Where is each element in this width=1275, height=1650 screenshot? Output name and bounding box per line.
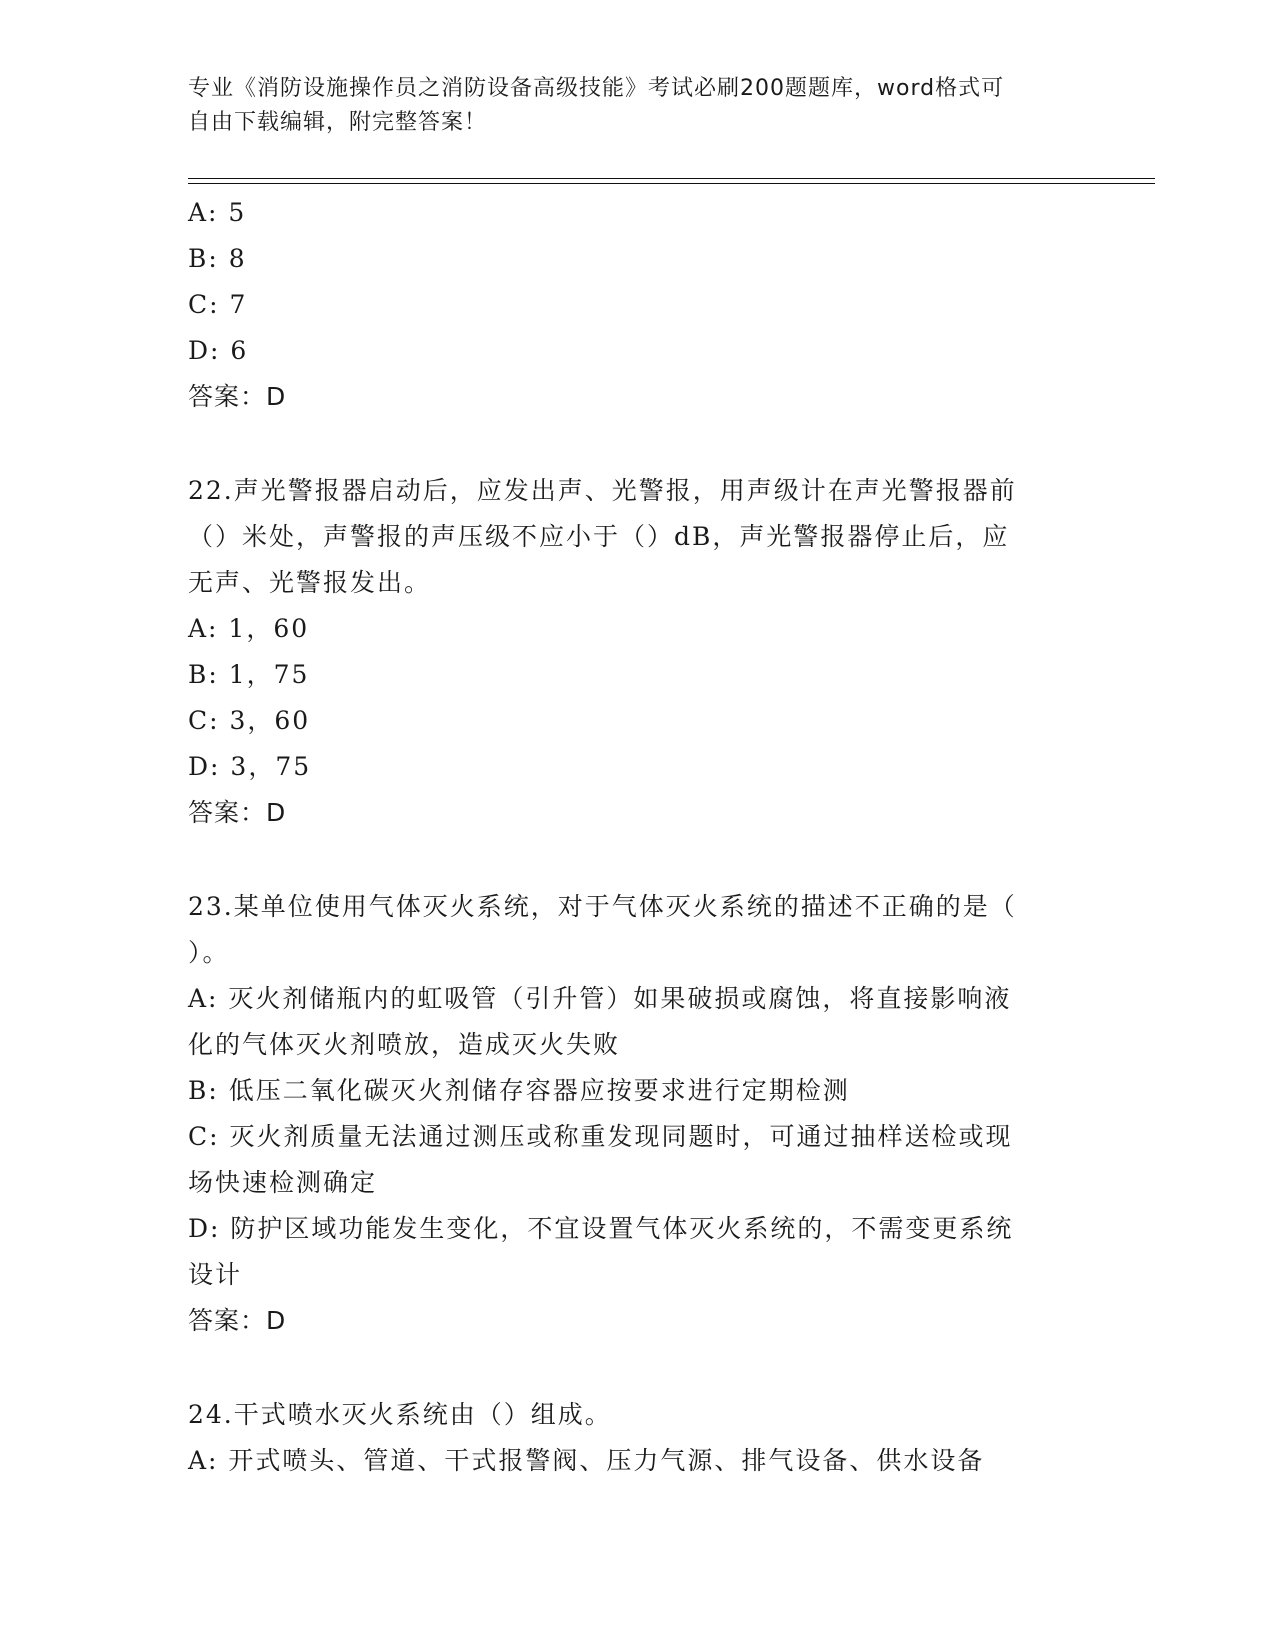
option-a: A: 1，60 xyxy=(188,614,310,643)
question-stem-line: （）米处，声警报的声压级不应小于（）dB，声光警报器停止后，应 xyxy=(188,522,1010,551)
option-a: A: 开式喷头、管道、干式报警阀、压力气源、排气设备、供水设备 xyxy=(188,1446,985,1475)
question-24 xyxy=(188,1392,1088,1484)
question-stem-line: ）。 xyxy=(188,938,230,967)
option-a: A: 5 xyxy=(188,198,247,227)
option-c: C: 7 xyxy=(188,290,248,319)
option-d: D: 3，75 xyxy=(188,752,312,781)
option-c: C: 3，60 xyxy=(188,706,311,735)
question-22 xyxy=(188,468,1088,836)
question-stem-line: 22.声光警报器启动后，应发出声、光警报，用声级计在声光警报器前 xyxy=(188,476,1017,505)
answer-line: 答案：D xyxy=(188,798,287,827)
option-c-continued: 场快速检测确定 xyxy=(188,1168,378,1197)
option-b: B: 低压二氧化碳灭火剂储存容器应按要求进行定期检测 xyxy=(188,1076,850,1105)
option-d: D: 6 xyxy=(188,336,249,365)
document-header xyxy=(188,72,1088,140)
header-divider-top xyxy=(188,178,1155,179)
spacer xyxy=(188,420,1088,468)
question-21 xyxy=(188,190,1088,420)
option-b: B: 8 xyxy=(188,244,247,273)
option-a-continued: 化的气体灭火剂喷放，造成灭火失败 xyxy=(188,1030,621,1059)
option-b: B: 1，75 xyxy=(188,660,310,689)
answer-line: 答案：D xyxy=(188,382,287,411)
option-d-continued: 设计 xyxy=(188,1260,243,1289)
question-stem-line: 无声、光警报发出。 xyxy=(188,568,432,597)
header-divider-bottom xyxy=(188,183,1155,184)
question-23 xyxy=(188,884,1088,1344)
option-a: A: 灭火剂储瓶内的虹吸管（引升管）如果破损或腐蚀，将直接影响液 xyxy=(188,984,1012,1013)
option-d: D: 防护区域功能发生变化，不宜设置气体灭火系统的，不需变更系统 xyxy=(188,1214,1014,1243)
spacer xyxy=(188,836,1088,884)
answer-line: 答案：D xyxy=(188,1306,287,1335)
header-line-2: 自由下载编辑，附完整答案！ xyxy=(188,110,488,135)
option-c: C: 灭火剂质量无法通过测压或称重发现同题时，可通过抽样送检或现 xyxy=(188,1122,1013,1151)
question-content xyxy=(188,190,1088,1484)
question-stem-line: 24.干式喷水灭火系统由（）组成。 xyxy=(188,1400,612,1429)
header-line-1: 专业《消防设施操作员之消防设备高级技能》考试必刷200题题库，word格式可 xyxy=(188,76,1005,101)
question-stem-line: 23.某单位使用气体灭火系统，对于气体灭火系统的描述不正确的是（ xyxy=(188,892,1017,921)
spacer xyxy=(188,1344,1088,1392)
